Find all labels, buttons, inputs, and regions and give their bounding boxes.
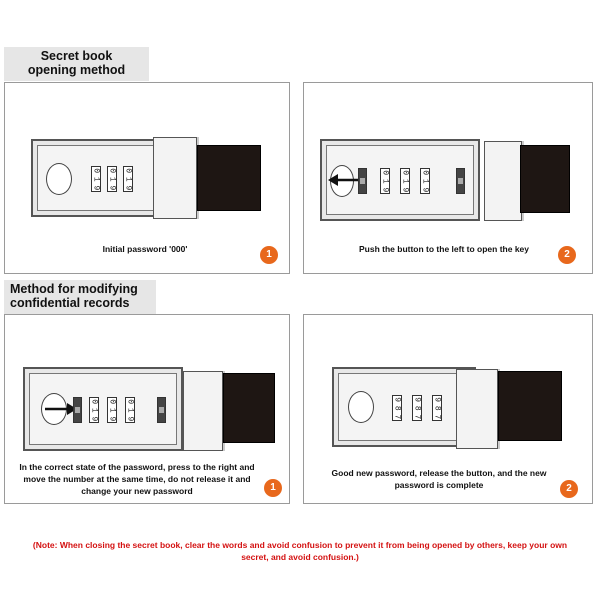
book-strap	[520, 145, 570, 213]
dial-digits: 0 1 9	[125, 399, 135, 421]
lock-illustration	[332, 367, 564, 451]
lock-illustration	[320, 139, 570, 221]
step-panel-modify-2	[303, 314, 593, 504]
dial-digits: 0 1 9	[89, 399, 99, 421]
step-caption: Initial password '000'	[102, 244, 188, 254]
release-button	[358, 168, 367, 194]
dial-digits: 0 1 9	[380, 170, 390, 192]
lock-cover	[456, 369, 498, 449]
release-button-slot	[456, 168, 465, 194]
combination-dial	[125, 397, 135, 423]
lock-cover	[484, 141, 522, 221]
dial-digits: 9 8 7	[432, 397, 442, 419]
release-button	[73, 397, 82, 423]
combination-dial	[420, 168, 430, 194]
keyhole-oval	[46, 163, 72, 195]
dial-digits: 0 1 9	[420, 170, 430, 192]
opening-method-header	[4, 47, 149, 81]
lock-illustration	[31, 139, 263, 217]
combination-dial	[107, 166, 117, 192]
keyhole-oval	[348, 391, 374, 423]
lock-illustration	[23, 367, 275, 451]
combination-dial	[123, 166, 133, 192]
step-number-badge: 1	[260, 246, 278, 264]
step-caption: Push the button to the left to open the key	[359, 244, 529, 254]
combination-dial	[380, 168, 390, 194]
book-strap	[498, 371, 562, 441]
step-caption: Good new password, release the button, and the new password is complete	[331, 468, 547, 490]
step-caption: In the correct state of the password, press to the right and move the number at the same time, do not release it and change your new password	[19, 462, 255, 496]
combination-dial	[89, 397, 99, 423]
step-panel-modify-1	[4, 314, 290, 504]
opening-method-title: Secret book opening method	[27, 49, 126, 77]
book-strap	[223, 373, 275, 443]
lock-cover	[183, 371, 223, 451]
dial-digits: 0 1 9	[123, 168, 133, 190]
combination-dial	[432, 395, 442, 421]
combination-dial	[400, 168, 410, 194]
step-number-badge: 1	[264, 479, 282, 497]
dial-digits: 0 1 9	[91, 168, 101, 190]
combination-dial	[412, 395, 422, 421]
modifying-method-header	[4, 280, 156, 314]
step-number-badge: 2	[558, 246, 576, 264]
dial-digits: 0 1 9	[107, 399, 117, 421]
combination-dial	[392, 395, 402, 421]
dial-digits: 9 8 7	[412, 397, 422, 419]
book-strap	[197, 145, 261, 211]
step-number-badge: 2	[560, 480, 578, 498]
modifying-method-title: Method for modifying confidential records	[10, 282, 138, 310]
arrow-left-icon	[328, 173, 362, 187]
closing-note: (Note: When closing the secret book, clear the words and avoid confusion to prevent it from being opened by others, keep your own secret, and avoid confusion.)	[32, 540, 568, 562]
step-panel-open-1	[4, 82, 290, 274]
step-panel-open-2	[303, 82, 593, 274]
dial-digits: 9 8 7	[392, 397, 402, 419]
dial-digits: 0 1 9	[400, 170, 410, 192]
combination-dial	[91, 166, 101, 192]
arrow-right-icon	[43, 402, 77, 416]
combination-dial	[107, 397, 117, 423]
dial-digits: 0 1 9	[107, 168, 117, 190]
release-button-slot	[157, 397, 166, 423]
lock-cover	[153, 137, 197, 219]
